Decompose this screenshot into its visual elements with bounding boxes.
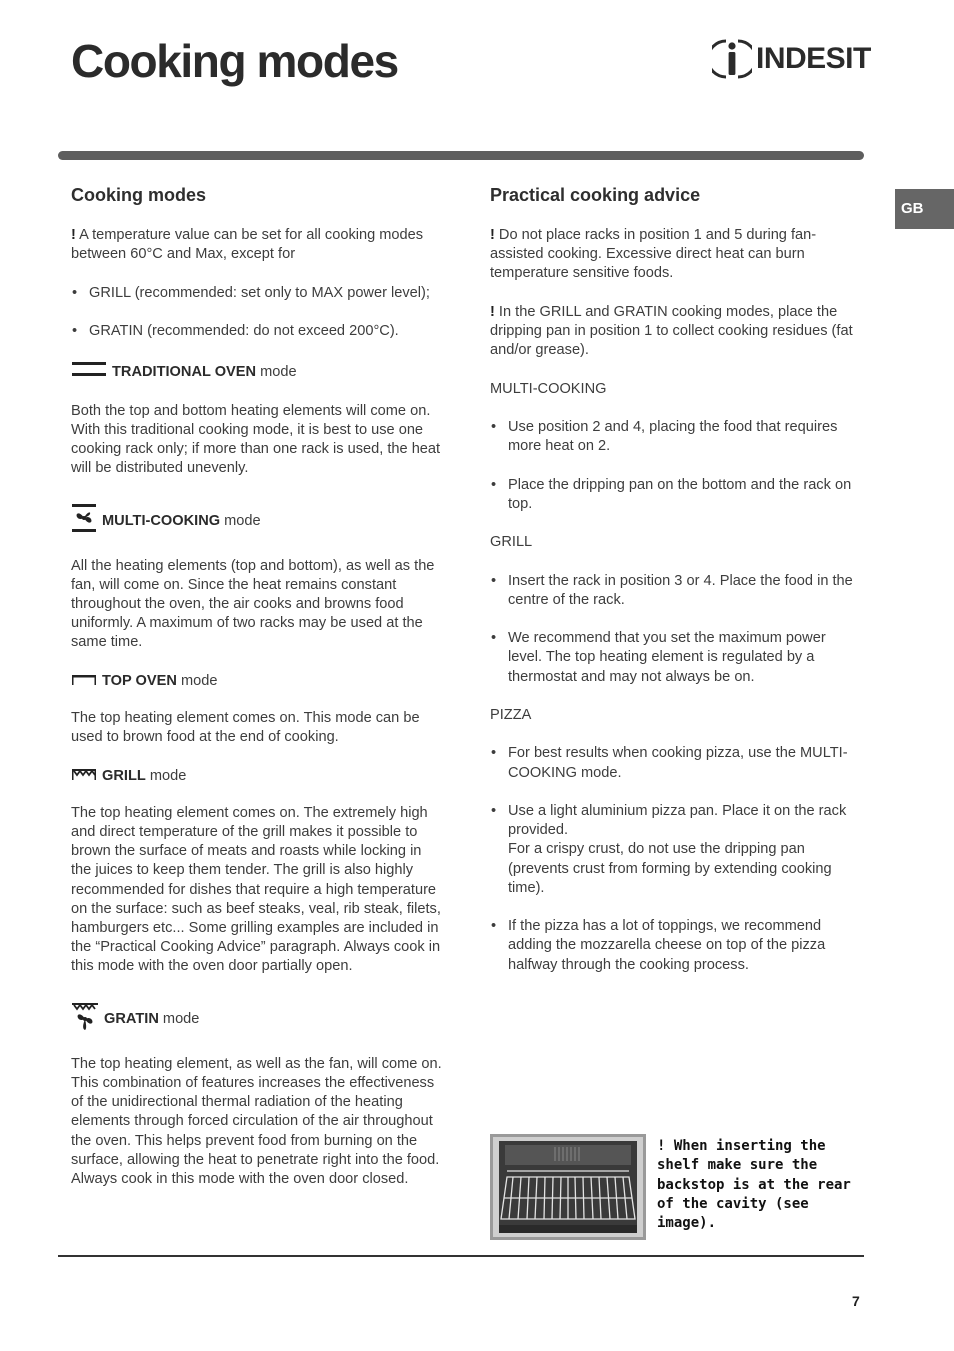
mode-heading-grill <box>71 767 445 787</box>
bullet-dot: • <box>491 802 497 819</box>
top-oven-icon <box>71 672 97 692</box>
list-item-text: For best results when cooking pizza, use the MULTI-COOKING mode. <box>508 745 848 781</box>
mode-name: GRATIN <box>104 1011 159 1028</box>
list-item <box>490 629 862 687</box>
bullet-dot: • <box>72 322 78 339</box>
subsection-title-multi-cooking: MULTI-COOKING <box>490 380 607 397</box>
bullet-dot: • <box>491 572 497 589</box>
page-number: 7 <box>852 1293 860 1309</box>
warning-mark: ! <box>490 303 495 320</box>
list-item-text: Use a light aluminium pizza pan. Place it on the rack provided. <box>508 802 847 839</box>
mode-name: TOP OVEN <box>102 673 177 690</box>
mode-description: All the heating elements (top and bottom), as well as the fan, will come on. Since the heat remains constant throughout the oven, the air cooks and browns food uniformly. A maximum of two racks may be used at the same time. <box>71 557 435 651</box>
bullet-dot: • <box>491 630 497 647</box>
mode-heading-gratin <box>71 1002 445 1038</box>
mode-name: GRILL <box>102 768 146 785</box>
list-item <box>71 284 445 303</box>
brand-name: INDESIT <box>756 42 871 75</box>
mode-suffix: mode <box>220 512 261 529</box>
mode-name: TRADITIONAL OVEN <box>112 363 257 380</box>
mode-heading-top-oven <box>71 672 445 692</box>
page-title: Cooking modes <box>71 35 398 87</box>
bullet-dot: • <box>72 284 78 301</box>
bullet-dot: • <box>491 918 497 935</box>
cooking-modes-column <box>71 183 445 1208</box>
subsection-title-pizza: PIZZA <box>490 706 532 723</box>
warning-mark: ! <box>490 227 495 243</box>
indesit-logo-mark-icon <box>712 37 752 81</box>
intro-text: A temperature value can be set for all cooking modes between 60°C and Max, except for <box>71 227 424 263</box>
mode-suffix: mode <box>176 673 218 690</box>
list-item <box>490 476 862 514</box>
list-item <box>490 917 862 975</box>
list-item <box>490 418 862 456</box>
list-item <box>490 802 862 898</box>
bullet-dot: • <box>491 476 497 493</box>
mode-suffix: mode <box>256 363 297 380</box>
intro-paragraph <box>71 226 445 264</box>
warning-paragraph <box>490 226 862 284</box>
warning-paragraph <box>490 303 862 361</box>
gratin-icon <box>71 1002 99 1038</box>
section-heading-cooking-modes: Cooking modes <box>71 185 207 205</box>
mode-suffix: mode <box>145 768 187 785</box>
traditional-oven-icon <box>71 360 107 384</box>
bullet-dot: • <box>491 745 497 762</box>
bullet-dot: • <box>491 418 497 435</box>
grill-icon <box>71 767 97 787</box>
list-item <box>490 744 862 782</box>
mode-description: The top heating element, as well as the fan, will come on. This combination of features increases the effectiveness of the unidirectional thermal radiation of the heating elements through forced circulation of the air throughout the oven. This helps prevent food from burning on the surface, allowing the heat to penetrate right into the food. Always cook in this mode with the oven door closed. <box>71 1055 442 1188</box>
mode-heading-traditional-oven <box>71 360 445 384</box>
mode-description: Both the top and bottom heating elements will come on. With this traditional cooking mode, it is best to use one cooking rack only; if more than one rack is used, the heat will be distributed unevenly. <box>71 402 441 477</box>
oven-shelf-illustration <box>493 1137 643 1237</box>
list-item-text: Use position 2 and 4, placing the food that requires more heat on 2. <box>508 418 838 455</box>
list-item-text: If the pizza has a lot of toppings, we recommend adding the mozzarella cheese on top of the pizza halfway through the cooking process. <box>508 918 826 973</box>
list-item <box>71 322 445 341</box>
warning-mark: ! <box>71 227 76 243</box>
oven-shelf-image <box>490 1134 646 1240</box>
list-item-extra-text: For a crispy crust, do not use the dripping pan (prevents crust from forming by extending cooking time). <box>508 841 832 896</box>
warning-text: Do not place racks in position 1 and 5 during fan-assisted cooking. Excessive direct heat can burn temperature sensitive foods. <box>490 227 817 282</box>
mode-name: MULTI-COOKING <box>102 512 221 529</box>
subsection-title-grill: GRILL <box>490 534 533 551</box>
shelf-insertion-note: ! When inserting the shelf make sure the backstop is at the rear of the cavity (see image). <box>657 1138 851 1232</box>
list-item-text: GRATIN (recommended: do not exceed 200°C). <box>89 322 399 339</box>
list-item-text: GRILL (recommended: set only to MAX power level); <box>89 284 430 301</box>
mode-suffix: mode <box>158 1011 200 1028</box>
mode-heading-multi-cooking <box>71 503 445 539</box>
mode-description: The top heating element comes on. The extremely high and direct temperature of the grill makes it possible to brown the surface of meats and roasts while locking in the juices to keep them tender. The grill is also highly recommended for dishes that require a high temperature on the surface: such as beef steaks, veal, rib steak, filets, hamburgers etc... Some grilling examples are included in the “Practical Cooking Advice” paragraph. Always cook in this mode with the oven door partially open. <box>71 804 441 975</box>
indesit-logo <box>712 37 871 81</box>
list-item-text: We recommend that you set the maximum power level. The top heating element is regulated by a thermostat and may not always be on. <box>508 630 826 685</box>
footer-divider <box>58 1255 864 1257</box>
warning-text: In the GRILL and GRATIN cooking modes, place the dripping pan in position 1 to collect cooking residues (fat and/or grease). <box>490 303 853 359</box>
language-tab: GB <box>895 189 954 229</box>
header-divider-bar <box>58 151 864 160</box>
list-item-text: Insert the rack in position 3 or 4. Place the food in the centre of the rack. <box>508 572 853 608</box>
multi-cooking-icon <box>71 503 97 539</box>
section-heading-practical-advice: Practical cooking advice <box>490 185 701 205</box>
list-item <box>490 572 862 610</box>
list-item-text: Place the dripping pan on the bottom and the rack on top. <box>508 476 852 512</box>
mode-description: The top heating element comes on. This mode can be used to brown food at the end of cooking. <box>71 710 420 746</box>
practical-advice-column <box>490 183 862 994</box>
